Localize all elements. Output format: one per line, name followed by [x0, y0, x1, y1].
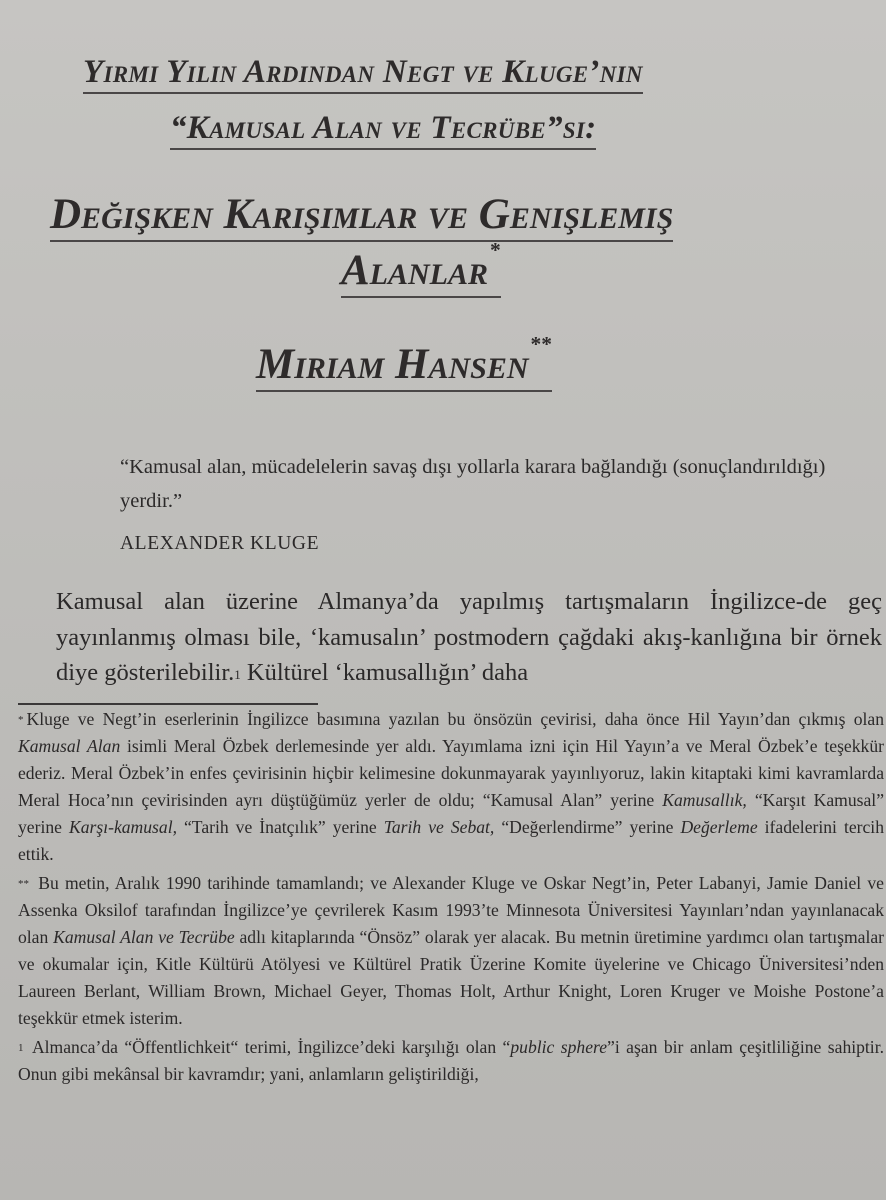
body-paragraph: [56, 584, 882, 691]
main-title-word: Alanlar: [341, 247, 489, 294]
title-line-1: Yirmi Yılın Ardından Negt ve Kluge’nin: [83, 54, 643, 94]
epigraph-attribution: ALEXANDER KLUGE: [120, 533, 320, 554]
footnote-double-star-text: Bu metin, Aralık 1990 tarihinde tamamlandı; ve Alexander Kluge ve Oskar Negt’in, Peter Labanyi, Jamie Daniel ve Assenka Oksilof tarafından İngilizce’ye çevrilerek Kasım 1993’te Minnesota Üniversitesi Yayınları’ndan yayınlanacak olan: [18, 873, 884, 947]
title-line-2: “Kamusal Alan ve Tecrübe”si:: [170, 110, 596, 150]
footnote-star-marker: *: [18, 714, 24, 726]
footnote-double-star-marker: **: [18, 878, 29, 890]
body-text-part-1: Kamusal alan üzerine Almanya’da yapılmış tartışmaların İngilizce-de geç yayınlanmış olması bile, ‘kamusalın’ postmodern çağdaki akış-kanlığına bir örnek diye gösterilebilir.: [56, 588, 882, 686]
footnote-star-text: “Tarih ve İnatçılık” yerine: [176, 817, 384, 837]
footnote-1: [18, 1034, 884, 1088]
footnotes: [18, 706, 884, 1090]
footnote-1-text: Almanca’da “Öffentlichkeit“ terimi, İngilizce’deki karşılığı olan “: [26, 1037, 511, 1057]
author-name: [256, 332, 553, 392]
author-name-text: Miriam Hansen: [256, 341, 529, 388]
footnote-1-text: ”i aşan bir anlam çeşitliliğine sahiptir. Onun gibi mekânsal bir kavramdır; yani, anlamların geliştirildiği,: [18, 1037, 884, 1084]
main-title-line-1: Değişken Karışımlar ve Genişlemiş: [50, 190, 673, 242]
footnote-double-star: [18, 870, 884, 1032]
footnote-ref-1: 1: [234, 667, 241, 682]
footnote-double-star-text: adlı kitaplarında “Önsöz” olarak yer alacak. Bu metnin üretimine yardımcı olan tartışmalar ve okumalar için, Kitle Kültürü Atölyesi ve Kültürel Pratik Üzerine Komite üyelerine ve Chicago Üniversitesi’nden Laureen Berlant, William Brown, Michael Geyer, Thomas Holt, Arthur Knight, Loren Kruger ve Moishe Postone’a teşekkür etmek isterim.: [18, 927, 885, 1028]
author-footnote-marker: **: [530, 332, 553, 357]
main-title-line-2: [341, 238, 501, 298]
footnote-star-italic: Değerleme: [680, 817, 758, 837]
footnote-divider: [18, 703, 318, 705]
footnote-star-text: isimli Meral Özbek derlemesinde yer aldı. Yayımlama izni için Hil Yayın’a ve Meral Özbek’e teşekkür ederiz. Meral Özbek’in enfes çevirisinin hiçbir kelimesine dokunmayarak yayınlıyoruz, lakin kitaptaki kimi kavramlarda Meral Hoca’nın çevirisinden ayrı düştüğümüz yerler de oldu; “Kamusal Alan” yerine: [18, 736, 884, 810]
body-text-part-2: Kültürel ‘kamusallığın’ daha: [240, 659, 529, 686]
footnote-star-italic: Karşı-kamusal,: [68, 817, 177, 837]
footnote-1-italic: public sphere: [510, 1037, 608, 1057]
footnote-star-text: ifadelerini tercih ettik.: [18, 817, 884, 864]
footnote-1-marker: 1: [18, 1042, 24, 1054]
epigraph-quote: “Kamusal alan, mücadelelerin savaş dışı yollarla karara bağlandığı (sonuçlandırıldığı) yerdir.”: [120, 456, 826, 512]
footnote-star-text: “Değerlendirme” yerine: [494, 817, 681, 837]
footnote-star-italic: Kamusal Alan: [18, 736, 121, 756]
footnote-double-star-italic: Kamusal Alan ve Tecrübe: [53, 927, 235, 947]
footnote-star-text: “Karşıt Kamusal” yerine: [18, 790, 885, 837]
title-footnote-marker: *: [490, 238, 501, 263]
footnote-star-text: Kluge ve Negt’in eserlerinin İngilizce basımına yazılan bu önsözün çevirisi, daha önce Hil Yayın’dan çıkmış olan: [26, 709, 884, 729]
footnote-star-italic: Tarih ve Sebat,: [383, 817, 495, 837]
footnote-star-italic: Kamusallık,: [662, 790, 747, 810]
footnote-star: [18, 706, 884, 868]
